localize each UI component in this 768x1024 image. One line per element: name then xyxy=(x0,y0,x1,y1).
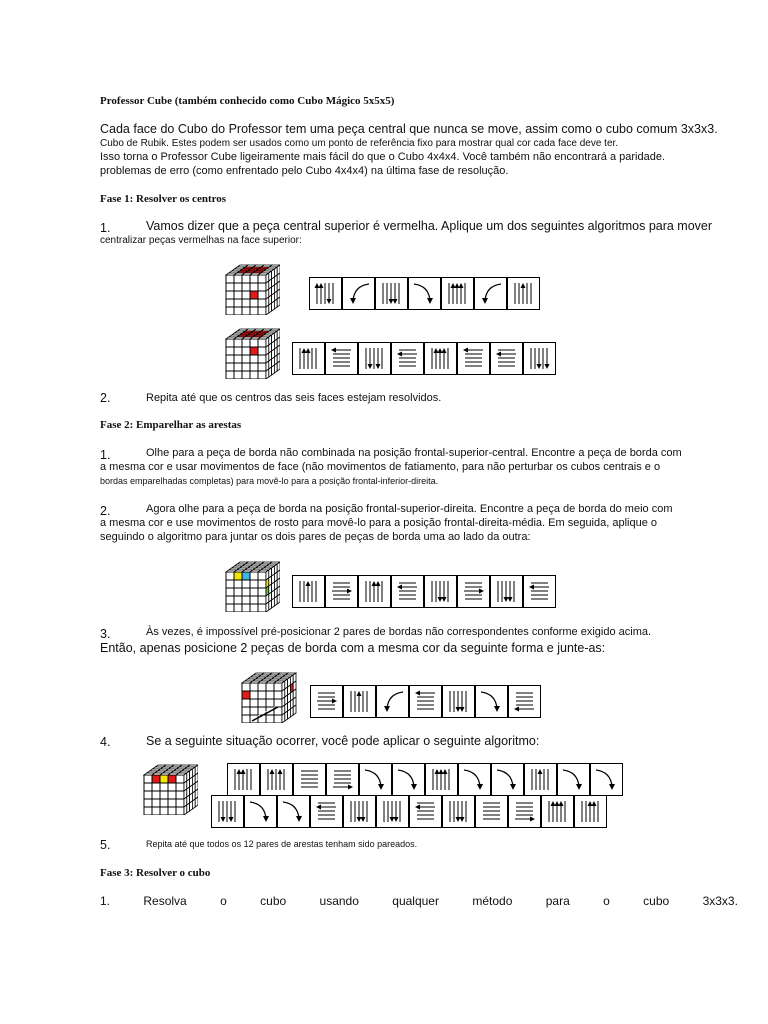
move-h-left-mid-icon xyxy=(523,575,556,608)
cube-icon xyxy=(222,263,280,315)
move-h-left-mid-icon xyxy=(391,575,424,608)
move-dbl-up-left2-icon xyxy=(260,763,293,796)
move-h-left-top-icon xyxy=(457,342,490,375)
move-h-left-top-icon xyxy=(409,685,442,718)
phase1-step1-line1: Vamos dizer que a peça central superior é vermelha. Aplique um dos seguintes algoritmos para mover xyxy=(146,219,713,233)
move-h-right-mid-icon xyxy=(325,575,358,608)
move-dbl-up-right-icon xyxy=(507,277,540,310)
phase1-step1-line2: centralizar peças vermelhas na face superior: xyxy=(100,235,302,246)
move-curve-down-right-icon xyxy=(408,277,441,310)
move-dbl-up-right-icon xyxy=(524,763,557,796)
move-h-right-bottom-icon xyxy=(508,795,541,828)
intro-line-1: Cada face do Cubo do Professor tem uma peça central que nunca se move, assim como o cubo comum 3x3x3. xyxy=(100,122,718,136)
phase2-step1-line1: Olhe para a peça de borda não combinada na posição frontal-superior-central. Encontre a peça de borda com xyxy=(146,447,682,459)
phase2-step2-line2: a mesma cor e use movimentos de rosto para movê-lo para a posição frontal-direita-média. Em seguida, aplique o xyxy=(100,517,657,529)
phase2-step3-line2: Então, apenas posicione 2 peças de borda com a mesma cor da seguinte forma e junte-as: xyxy=(100,641,606,655)
move-dbl-up-left-icon xyxy=(292,342,325,375)
cube-diagram-edge-pair xyxy=(222,560,280,612)
move-h-left-bottom-icon xyxy=(508,685,541,718)
move-triple-up-left-icon xyxy=(425,763,458,796)
move-curve-down-right-icon xyxy=(491,763,524,796)
phase3-word: para xyxy=(545,894,570,908)
cube-diagram-center-a xyxy=(222,263,280,315)
move-curve-down-right-icon xyxy=(475,685,508,718)
move-h-left-mid-icon xyxy=(310,795,343,828)
move-dbl-down-left-icon xyxy=(211,795,244,828)
phase2-step2-line3: seguindo o algoritmo para juntar os dois pares de peças de borda uma ao lado da outra: xyxy=(100,531,531,543)
phase3-word: método xyxy=(472,894,513,908)
move-curve-down-right-icon xyxy=(557,763,590,796)
move-curve-down-right-icon xyxy=(244,795,277,828)
move-triple-up-left-icon xyxy=(424,342,457,375)
phase1-heading: Fase 1: Resolver os centros xyxy=(100,193,227,205)
phase3-heading: Fase 3: Resolver o cubo xyxy=(100,867,211,879)
phase1-step2-text: Repita até que os centros das seis faces estejam resolvidos. xyxy=(146,392,442,404)
phase3-word: 3x3x3. xyxy=(702,894,738,908)
move-h-right-mid-icon xyxy=(310,685,343,718)
intro-line-3: Isso torna o Professor Cube ligeiramente mais fácil do que o Cubo 4x4x4. Você também não encontrará a paridade. xyxy=(100,151,665,163)
move-triple-up-left-icon xyxy=(541,795,574,828)
move-dbl-down-icon xyxy=(376,795,409,828)
phase3-word: Resolva xyxy=(143,894,187,908)
phase2-step4-text: Se a seguinte situação ocorrer, você pode aplicar o seguinte algoritmo: xyxy=(146,734,540,748)
move-h-left-top-icon xyxy=(325,342,358,375)
cube-icon xyxy=(140,763,198,815)
move-h-left-mid-icon xyxy=(391,342,424,375)
phase2-step1-number: 1. xyxy=(100,448,111,462)
move-dbl-down-left-icon xyxy=(358,342,391,375)
phase3-word: qualquer xyxy=(392,894,439,908)
intro-line-2: Cubo de Rubik. Estes podem ser usados como um ponto de referência fixo para mostrar qual cor cada face deve ter. xyxy=(100,138,619,149)
move-h-right-mid-icon xyxy=(457,575,490,608)
move-dbl-down-icon xyxy=(343,795,376,828)
move-curve-down-right-icon xyxy=(590,763,623,796)
move-h-left-mid-icon xyxy=(409,795,442,828)
cube-icon xyxy=(238,671,298,723)
phase2-step5-number: 5. xyxy=(100,838,111,852)
move-curve-down-right-icon xyxy=(277,795,310,828)
cube-diagram-special-case xyxy=(140,763,198,815)
cube-diagram-center-b xyxy=(222,327,280,379)
move-dbl-down-icon xyxy=(424,575,457,608)
phase2-heading: Fase 2: Emparelhar as arestas xyxy=(100,419,242,431)
phase2-step3-number: 3. xyxy=(100,627,111,641)
move-single-up-icon xyxy=(343,685,376,718)
move-h-right-bottom-icon xyxy=(326,763,359,796)
phase2-step5-text: Repita até que todos os 12 pares de arestas tenham sido pareados. xyxy=(146,839,418,849)
phase3-word: o xyxy=(603,894,610,908)
cube-diagram-edge-position xyxy=(238,671,298,723)
move-dbl-up-icon xyxy=(574,795,607,828)
move-curve-down-right-icon xyxy=(458,763,491,796)
move-single-up-icon xyxy=(292,575,325,608)
move-triple-up-icon xyxy=(441,277,474,310)
move-dbl-up-left-icon xyxy=(227,763,260,796)
phase2-step2-line1: Agora olhe para a peça de borda na posição frontal-superior-direita. Encontre a peça de borda do meio com xyxy=(146,503,673,515)
move-curve-down-right-icon xyxy=(359,763,392,796)
phase2-step1-line3: bordas emparelhadas completas) para movê-lo para a posição frontal-inferior-direita. xyxy=(100,476,439,486)
move-h-plain-icon xyxy=(293,763,326,796)
move-dbl-down-icon xyxy=(375,277,408,310)
move-h-plain-icon xyxy=(475,795,508,828)
cube-icon xyxy=(222,327,280,379)
cube-icon xyxy=(222,560,280,612)
move-curve-down-left-icon xyxy=(474,277,507,310)
phase3-step1-row xyxy=(100,894,738,908)
phase3-word: usando xyxy=(319,894,359,908)
phase2-step1-line2: a mesma cor e usar movimentos de face (não movimentos de fatiamento, para não perturbar os cubos centrais e o xyxy=(100,461,661,473)
phase3-word: cubo xyxy=(260,894,287,908)
phase2-step2-number: 2. xyxy=(100,504,111,518)
move-dbl-down-right-icon xyxy=(523,342,556,375)
phase3-word: o xyxy=(220,894,227,908)
move-dbl-down-icon xyxy=(442,795,475,828)
move-curve-down-left-icon xyxy=(342,277,375,310)
phase3-word: cubo xyxy=(643,894,670,908)
phase2-step4-number: 4. xyxy=(100,735,111,749)
move-curve-down-left-icon xyxy=(376,685,409,718)
phase3-step1-number: 1. xyxy=(100,894,111,908)
move-dbl-up-icon xyxy=(358,575,391,608)
phase1-step1-number: 1. xyxy=(100,221,111,235)
move-dbl-down-icon xyxy=(442,685,475,718)
move-dbl-up-down-icon xyxy=(309,277,342,310)
phase1-step2-number: 2. xyxy=(100,391,111,405)
move-curve-down-right-icon xyxy=(392,763,425,796)
phase2-step3-line1: Às vezes, é impossível pré-posicionar 2 pares de bordas não correspondentes conforme exigido acima. xyxy=(146,626,652,638)
move-h-left-mid-icon xyxy=(490,342,523,375)
document-title: Professor Cube (também conhecido como Cubo Mágico 5x5x5) xyxy=(100,95,395,107)
move-dbl-down-mid-icon xyxy=(490,575,523,608)
intro-line-4: problemas de erro (como enfrentado pelo Cubo 4x4x4) na última fase de resolução. xyxy=(100,165,509,177)
